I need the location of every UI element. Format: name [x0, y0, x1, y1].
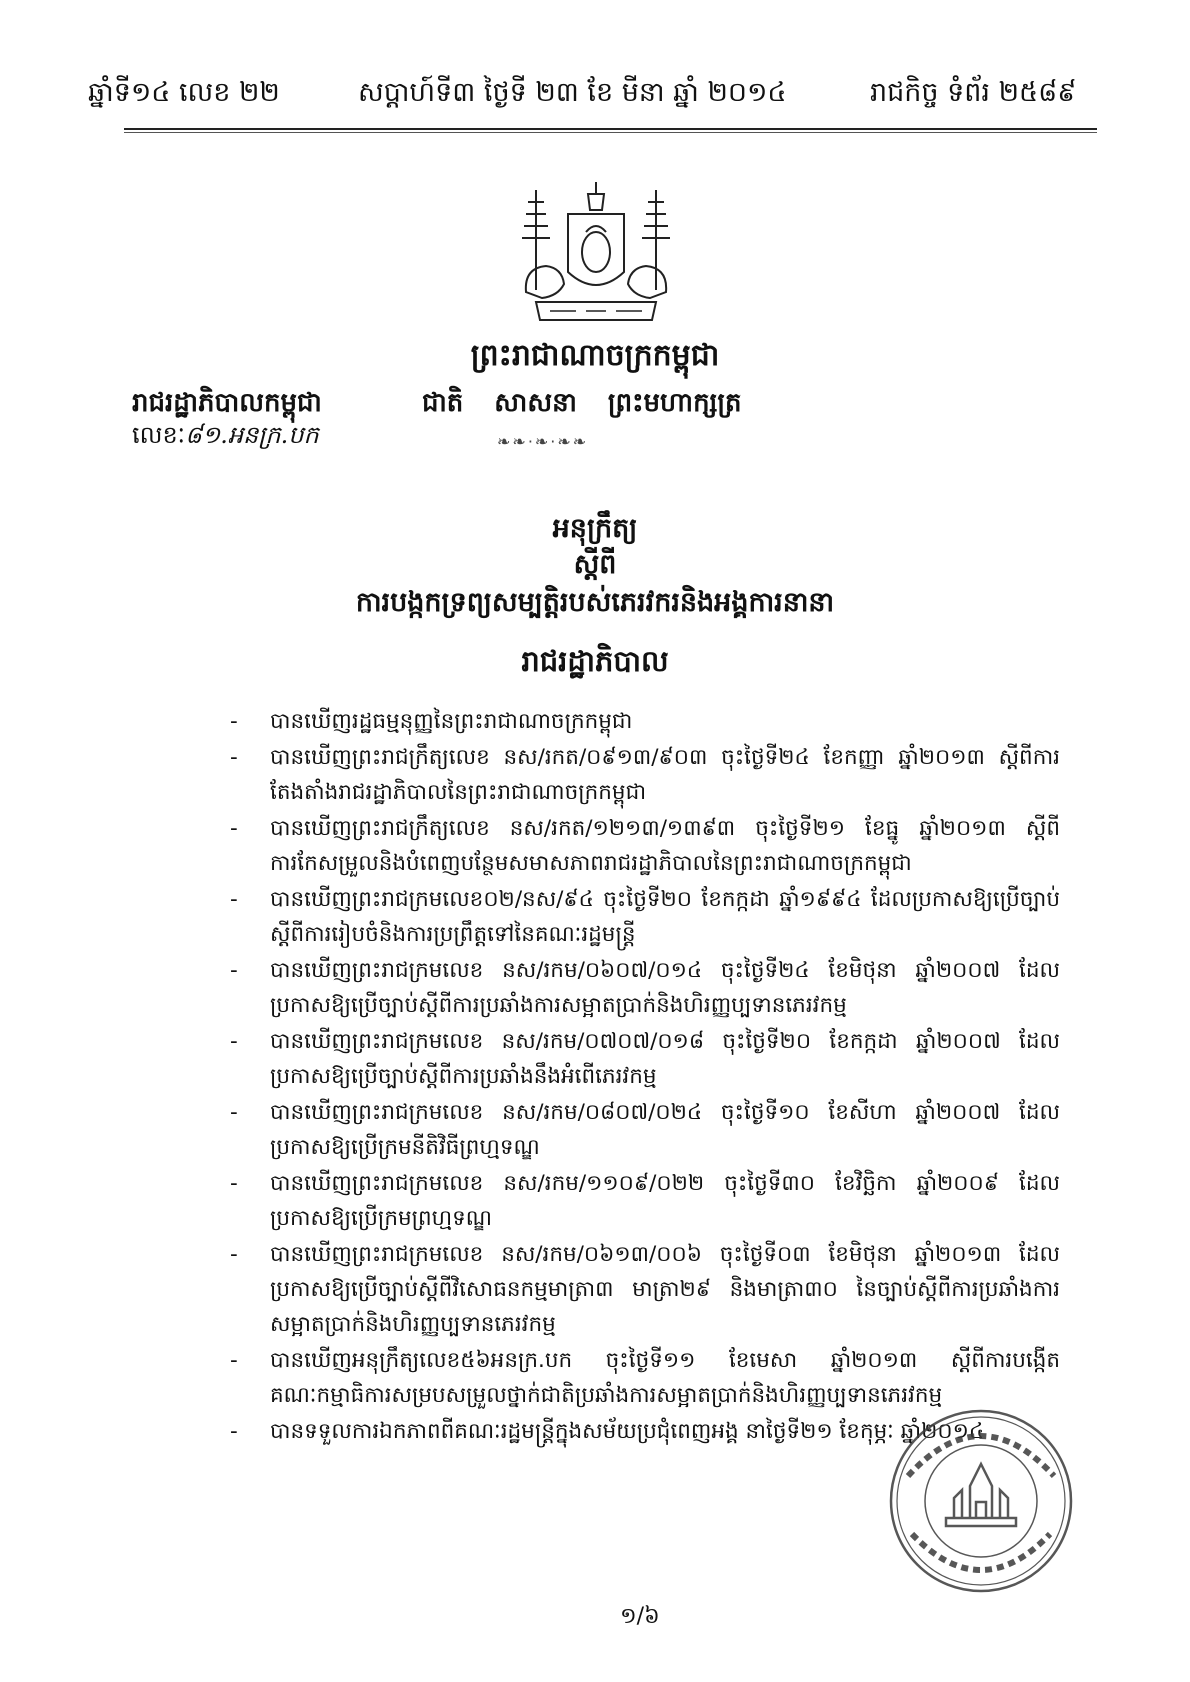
- government-name: រាជរដ្ឋាភិបាលកម្ពុជា: [132, 388, 322, 418]
- national-motto: ជាតិ សាសនា ព្រះមហាក្សត្រ: [422, 388, 742, 418]
- document-number: [132, 420, 319, 455]
- consideration-text: បានឃើញព្រះរាជក្រមលេខ នស/រកម/០៧០៧/០១៨ ចុះថ្ងៃទី២០ ខែកក្កដា ឆ្នាំ២០០៧ ដែលប្រកាសឱ្យប្រើច្បាប់ស្តីពីការប្រឆាំងនឹងអំពើភេរវកម្ម: [270, 1029, 1060, 1089]
- list-item: - បានទទួលការឯកភាពពីគណៈរដ្ឋមន្ត្រីក្នុងសម័យប្រជុំពេញអង្គ នាថ្ងៃទី២១ ខែកុម្ភៈ ឆ្នាំ២០១៤: [230, 1419, 985, 1444]
- consideration-text: បានឃើញរដ្ឋធម្មនុញ្ញនៃព្រះរាជាណាចក្រកម្ពុជា: [270, 709, 633, 734]
- list-item: - បានឃើញព្រះរាជក្រមលេខ នស/រកម/០៦១៣/០០៦ ចុះថ្ងៃទី០៣ ខែមិថុនា ឆ្នាំ២០១៣ ដែលប្រកាសឱ្យប្រើច្បាប់ស្តីពីវិសោធនកម្មមាត្រា៣ មាត្រា២៩ និងមាត្រា៣០ នៃច្បាប់ស្តីពីការប្រឆាំងការសម្អាតប្រាក់និងហិរញ្ញប្បទានភេរវកម្ម: [230, 1242, 1060, 1337]
- official-ministry-seal-icon: [886, 1406, 1076, 1596]
- consideration-text: បានឃើញព្រះរាជក្រមលេខ០២/នស/៩៤ ចុះថ្ងៃទី២០ ខែកក្កដា ឆ្នាំ១៩៩៤ ដែលប្រកាសឱ្យប្រើច្បាប់ស្តីពីការរៀបចំនិងការប្រព្រឹត្តទៅនៃគណៈរដ្ឋមន្ត្រី: [270, 887, 1060, 947]
- list-item: - បានឃើញអនុក្រឹត្យលេខ៥៦អនក្រ.បក ចុះថ្ងៃទី១១ ខែមេសា ឆ្នាំ២០១៣ ស្តីពីការបង្កើតគណៈកម្មាធិការសម្របសម្រួលថ្នាក់ជាតិប្រឆាំងការសម្អាតប្រាក់និងហិរញ្ញប្បទានភេរវកម្ម: [230, 1348, 1060, 1408]
- gazette-page: រាជកិច្ច ទំព័រ ២៥៨៩: [870, 77, 1077, 108]
- gazette-year-issue: ឆ្នាំទី១៤ លេខ ២២: [88, 77, 280, 108]
- kingdom-name: ព្រះរាជាណាចក្រកម្ពុជា: [470, 338, 720, 373]
- royal-coat-of-arms-icon: [506, 180, 686, 330]
- header-rule: [124, 128, 1097, 133]
- document-number-label: លេខៈ: [132, 421, 186, 449]
- ornament-divider: ❧❧·❧·❧❧: [497, 432, 589, 451]
- consideration-text: បានឃើញព្រះរាជក្រមលេខ នស/រកម/១១០៩/០២២ ចុះថ្ងៃទី៣០ ខែវិច្ឆិកា ឆ្នាំ២០០៩ ដែលប្រកាសឱ្យប្រើក្រមព្រហ្មទណ្ឌ: [270, 1171, 1060, 1231]
- document-subject: ការបង្កកទ្រព្យសម្បត្តិរបស់ភេរវករនិងអង្គការនានា: [355, 587, 835, 618]
- consideration-text: បានឃើញព្រះរាជក្រមលេខ នស/រកម/០៦១៣/០០៦ ចុះថ្ងៃទី០៣ ខែមិថុនា ឆ្នាំ២០១៣ ដែលប្រកាសឱ្យប្រើច្បាប់ស្តីពីវិសោធនកម្មមាត្រា៣ មាត្រា២៩ និងមាត្រា៣០ នៃច្បាប់ស្តីពីការប្រឆាំងការសម្អាតប្រាក់និងហិរញ្ញប្បទានភេរវកម្ម: [270, 1242, 1060, 1337]
- consideration-text: បានឃើញអនុក្រឹត្យលេខ៥៦អនក្រ.បក ចុះថ្ងៃទី១១ ខែមេសា ឆ្នាំ២០១៣ ស្តីពីការបង្កើតគណៈកម្មាធិការសម្របសម្រួលថ្នាក់ជាតិប្រឆាំងការសម្អាតប្រាក់និងហិរញ្ញប្បទានភេរវកម្ម: [270, 1348, 1060, 1408]
- list-item: - បានឃើញព្រះរាជក្រមលេខ នស/រកម/១១០៩/០២២ ចុះថ្ងៃទី៣០ ខែវិច្ឆិកា ឆ្នាំ២០០៩ ដែលប្រកាសឱ្យប្រើក្រមព្រហ្មទណ្ឌ: [230, 1171, 1060, 1231]
- gazette-week-date: សប្តាហ៍ទី៣ ថ្ងៃទី ២៣ ខែ មីនា ឆ្នាំ ២០១៤: [358, 77, 787, 108]
- document-number-value: ៨១.អនក្រ.បក: [185, 421, 319, 449]
- gazette-header: [88, 58, 1098, 118]
- list-item: - បានឃើញព្រះរាជក្រមលេខ នស/រកម/០៧០៧/០១៨ ចុះថ្ងៃទី២០ ខែកក្កដា ឆ្នាំ២០០៧ ដែលប្រកាសឱ្យប្រើច្បាប់ស្តីពីការប្រឆាំងនឹងអំពើភេរវកម្ម: [230, 1029, 1060, 1089]
- list-item: - បានឃើញព្រះរាជក្រមលេខ០២/នស/៩៤ ចុះថ្ងៃទី២០ ខែកក្កដា ឆ្នាំ១៩៩៤ ដែលប្រកាសឱ្យប្រើច្បាប់ស្តីពីការរៀបចំនិងការប្រព្រឹត្តទៅនៃគណៈរដ្ឋមន្ត្រី: [230, 887, 1060, 947]
- list-item: - បានឃើញរដ្ឋធម្មនុញ្ញនៃព្រះរាជាណាចក្រកម្ពុជា: [230, 709, 633, 734]
- list-item: - បានឃើញព្រះរាជក្រឹត្យលេខ នស/រកត/០៩១៣/៩០៣ ចុះថ្ងៃទី២៤ ខែកញ្ញា ឆ្នាំ២០១៣ ស្តីពីការតែងតាំងរាជរដ្ឋាភិបាលនៃព្រះរាជាណាចក្រកម្ពុជា: [230, 745, 1060, 805]
- document-issuer: រាជរដ្ឋាភិបាល: [521, 644, 669, 678]
- list-item: - បានឃើញព្រះរាជក្រឹត្យលេខ នស/រកត/១២១៣/១៣៩៣ ចុះថ្ងៃទី២១ ខែធ្នូ ឆ្នាំ២០១៣ ស្តីពីការកែសម្រួលនិងបំពេញបន្ថែមសមាសភាពរាជរដ្ឋាភិបាលនៃព្រះរាជាណាចក្រកម្ពុជា: [230, 816, 1060, 876]
- consideration-text: បានឃើញព្រះរាជក្រមលេខ នស/រកម/០៦០៧/០១៤ ចុះថ្ងៃទី២៤ ខែមិថុនា ឆ្នាំ២០០៧ ដែលប្រកាសឱ្យប្រើច្បាប់ស្តីពីការប្រឆាំងការសម្អាតប្រាក់និងហិរញ្ញប្បទានភេរវកម្ម: [270, 958, 1060, 1018]
- consideration-text: បានឃើញព្រះរាជក្រមលេខ នស/រកម/០៨០៧/០២៤ ចុះថ្ងៃទី១០ ខែសីហា ឆ្នាំ២០០៧ ដែលប្រកាសឱ្យប្រើក្រមនីតិវិធីព្រហ្មទណ្ឌ: [270, 1100, 1060, 1160]
- page-number: ១/៦: [620, 1604, 660, 1629]
- consideration-text: បានឃើញព្រះរាជក្រឹត្យលេខ នស/រកត/០៩១៣/៩០៣ ចុះថ្ងៃទី២៤ ខែកញ្ញា ឆ្នាំ២០១៣ ស្តីពីការតែងតាំងរាជរដ្ឋាភិបាលនៃព្រះរាជាណាចក្រកម្ពុជា: [270, 745, 1060, 805]
- document-type: អនុក្រឹត្យ: [552, 513, 638, 544]
- consideration-text: បានឃើញព្រះរាជក្រឹត្យលេខ នស/រកត/១២១៣/១៣៩៣ ចុះថ្ងៃទី២១ ខែធ្នូ ឆ្នាំ២០១៣ ស្តីពីការកែសម្រួលនិងបំពេញបន្ថែមសមាសភាពរាជរដ្ឋាភិបាលនៃព្រះរាជាណាចក្រកម្ពុជា: [270, 816, 1060, 876]
- considerations-list: [230, 704, 1060, 1450]
- list-item: - បានឃើញព្រះរាជក្រមលេខ នស/រកម/០៨០៧/០២៤ ចុះថ្ងៃទី១០ ខែសីហា ឆ្នាំ២០០៧ ដែលប្រកាសឱ្យប្រើក្រមនីតិវិធីព្រហ្មទណ្ឌ: [230, 1100, 1060, 1160]
- consideration-text: បានទទួលការឯកភាពពីគណៈរដ្ឋមន្ត្រីក្នុងសម័យប្រជុំពេញអង្គ នាថ្ងៃទី២១ ខែកុម្ភៈ ឆ្នាំ២០១៤: [270, 1419, 985, 1444]
- list-item: - បានឃើញព្រះរាជក្រមលេខ នស/រកម/០៦០៧/០១៤ ចុះថ្ងៃទី២៤ ខែមិថុនា ឆ្នាំ២០០៧ ដែលប្រកាសឱ្យប្រើច្បាប់ស្តីពីការប្រឆាំងការសម្អាតប្រាក់និងហិរញ្ញប្បទានភេរវកម្ម: [230, 958, 1060, 1018]
- document-about: ស្តីពី: [573, 549, 617, 580]
